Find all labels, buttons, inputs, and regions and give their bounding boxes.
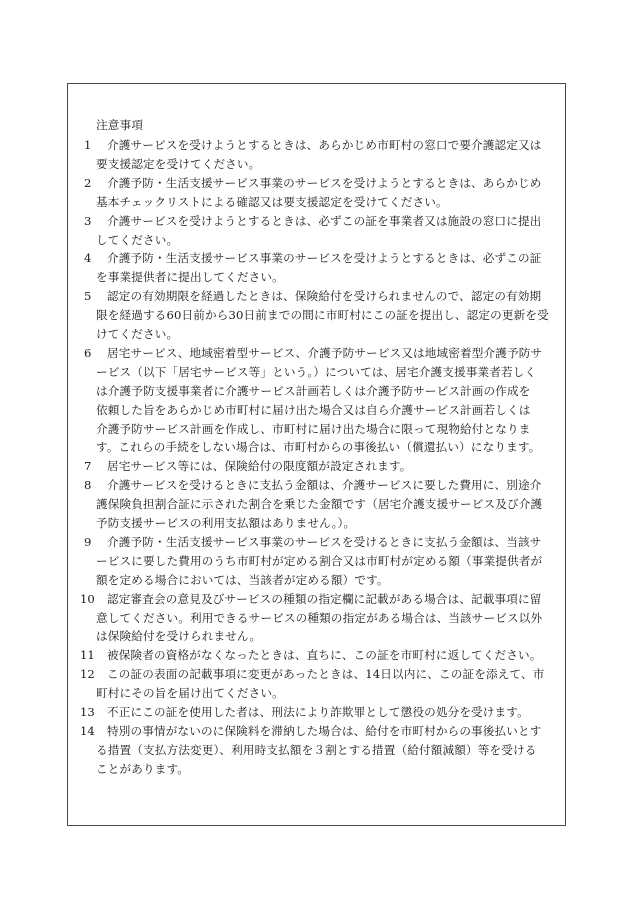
notice-item-text-line: 介護予防・生活支援サービス事業のサービスを受けようとするときは、必ずこの証: [107, 251, 542, 266]
notice-item-number: 7: [84, 459, 92, 474]
notice-item-text-line: 居宅サービス、地域密着型サービス、介護予防サービス又は地域密着型介護予防サ: [107, 345, 543, 360]
notice-item-number: 1: [84, 138, 92, 152]
notice-item-text-line: この証の表面の記載事項に変更があったときは、14日以内に、この証を添えて、市: [107, 667, 545, 682]
notice-item-number: 3: [84, 213, 92, 228]
notice-item-text-line: 基本チェックリストによる確認又は要支援認定を受けてください。: [96, 194, 448, 209]
notice-item-text-line: ービスに要した費用のうち市町村が定める割合又は市町村が定める額（事業提供者が: [96, 553, 543, 568]
notice-item-number: 12: [80, 667, 95, 682]
notice-item-text-line: ことがあります。: [96, 761, 190, 776]
notice-item-number: 6: [84, 345, 92, 360]
notice-item-text-line: 依頼した旨をあらかじめ市町村に届け出た場合又は自ら介護サービス計画若しくは: [96, 402, 531, 417]
notice-item-text-line: 介護予防・生活支援サービス事業のサービスを受けるときに支払う金額は、当該サ: [107, 534, 542, 549]
notice-item-text-line: は保険給付を受けられません。: [96, 629, 262, 644]
notice-item-text-line: 特別の事情がないのに保険料を滞納した場合は、給付を市町村からの事後払いとす: [107, 723, 542, 738]
notice-item-text-line: 介護サービスを受けるときに支払う金額は、介護サービスに要した費用に、別途介: [107, 478, 542, 493]
notice-item-text-line: 認定審査会の意見及びサービスの種類の指定欄に記載がある場合は、記載事項に留: [107, 591, 542, 606]
notice-item-number: 11: [80, 648, 95, 663]
notice-item-text-line: してください。: [96, 232, 179, 247]
notice-heading: 注意事項: [96, 118, 144, 132]
notice-item-number: 5: [84, 289, 92, 304]
notice-item-number: 8: [84, 478, 92, 493]
notice-item-text-line: 要支援認定を受けてください。: [96, 156, 261, 171]
notice-item-text-line: 不正にこの証を使用した者は、刑法により詐欺罪として懲役の処分を受けます。: [107, 705, 529, 719]
notice-item-number: 13: [80, 705, 95, 719]
notice-item-text-line: 予防支援サービスの利用支払額はありません。）。: [96, 516, 356, 530]
notice-item-text-line: を事業提供者に提出してください。: [96, 270, 284, 285]
notice-item-text-line: る措置（支払方法変更）、利用時支払額を３割とする措置（給付額減額）等を受ける: [96, 742, 537, 757]
notice-item-number: 4: [84, 251, 92, 266]
notice-item-text-line: 介護サービスを受けようとするときは、あらかじめ市町村の窓口で要介護認定又は: [107, 138, 542, 152]
notice-item-text-line: 居宅サービス等には、保険給付の限度額が設定されます。: [107, 459, 412, 474]
notice-item-text-line: 介護サービスを受けようとするときは、必ずこの証を事業者又は施設の窓口に提出: [107, 213, 542, 228]
notice-item-text-line: 護保険負担割合証に示された割合を乗じた金額です（居宅介護支援サービス及び介護: [96, 497, 543, 512]
notice-item-text-line: す。これらの手続をしない場合は、市町村からの事後払い（償還払い）になります。: [96, 440, 541, 455]
notice-item-text-line: 介護予防サービス計画を作成し、市町村に届け出た場合に限って現物給付となりま: [96, 421, 531, 436]
notice-item-number: 9: [84, 534, 92, 549]
notice-item-text-line: 町村にその旨を届け出てください。: [96, 686, 284, 701]
notice-item-text-line: 限を経過する60日前から30日前までの間に市町村にこの証を提出し、認定の更新を受: [96, 308, 549, 323]
notice-item-number: 14: [80, 723, 95, 738]
notice-item-text-line: ービス（以下「居宅サービス等」という。）については、居宅介護支援事業者若しく: [96, 364, 537, 379]
notice-item-text-line: けてください。: [96, 327, 179, 341]
notice-item-text-line: 額を定める場合においては、当該者が定める額）です。: [96, 572, 389, 587]
notice-item-text-line: は介護予防支援事業者に介護サービス計画若しくは介護予防サービス計画の作成を: [96, 383, 531, 398]
notice-item-text-line: 被保険者の資格がなくなったときは、直ちに、この証を市町村に返してください。: [107, 648, 542, 663]
notice-item-text-line: 意してください。利用できるサービスの種類の指定がある場合は、当該サービス以外: [96, 610, 543, 625]
notice-item-number: 2: [84, 175, 92, 190]
notice-item-number: 10: [80, 591, 95, 606]
notice-item-text-line: 認定の有効期限を経過したときは、保険給付を受けられませんので、認定の有効期: [107, 289, 542, 304]
notice-item-text-line: 介護予防・生活支援サービス事業のサービスを受けようとするときは、あらかじめ: [107, 175, 542, 190]
